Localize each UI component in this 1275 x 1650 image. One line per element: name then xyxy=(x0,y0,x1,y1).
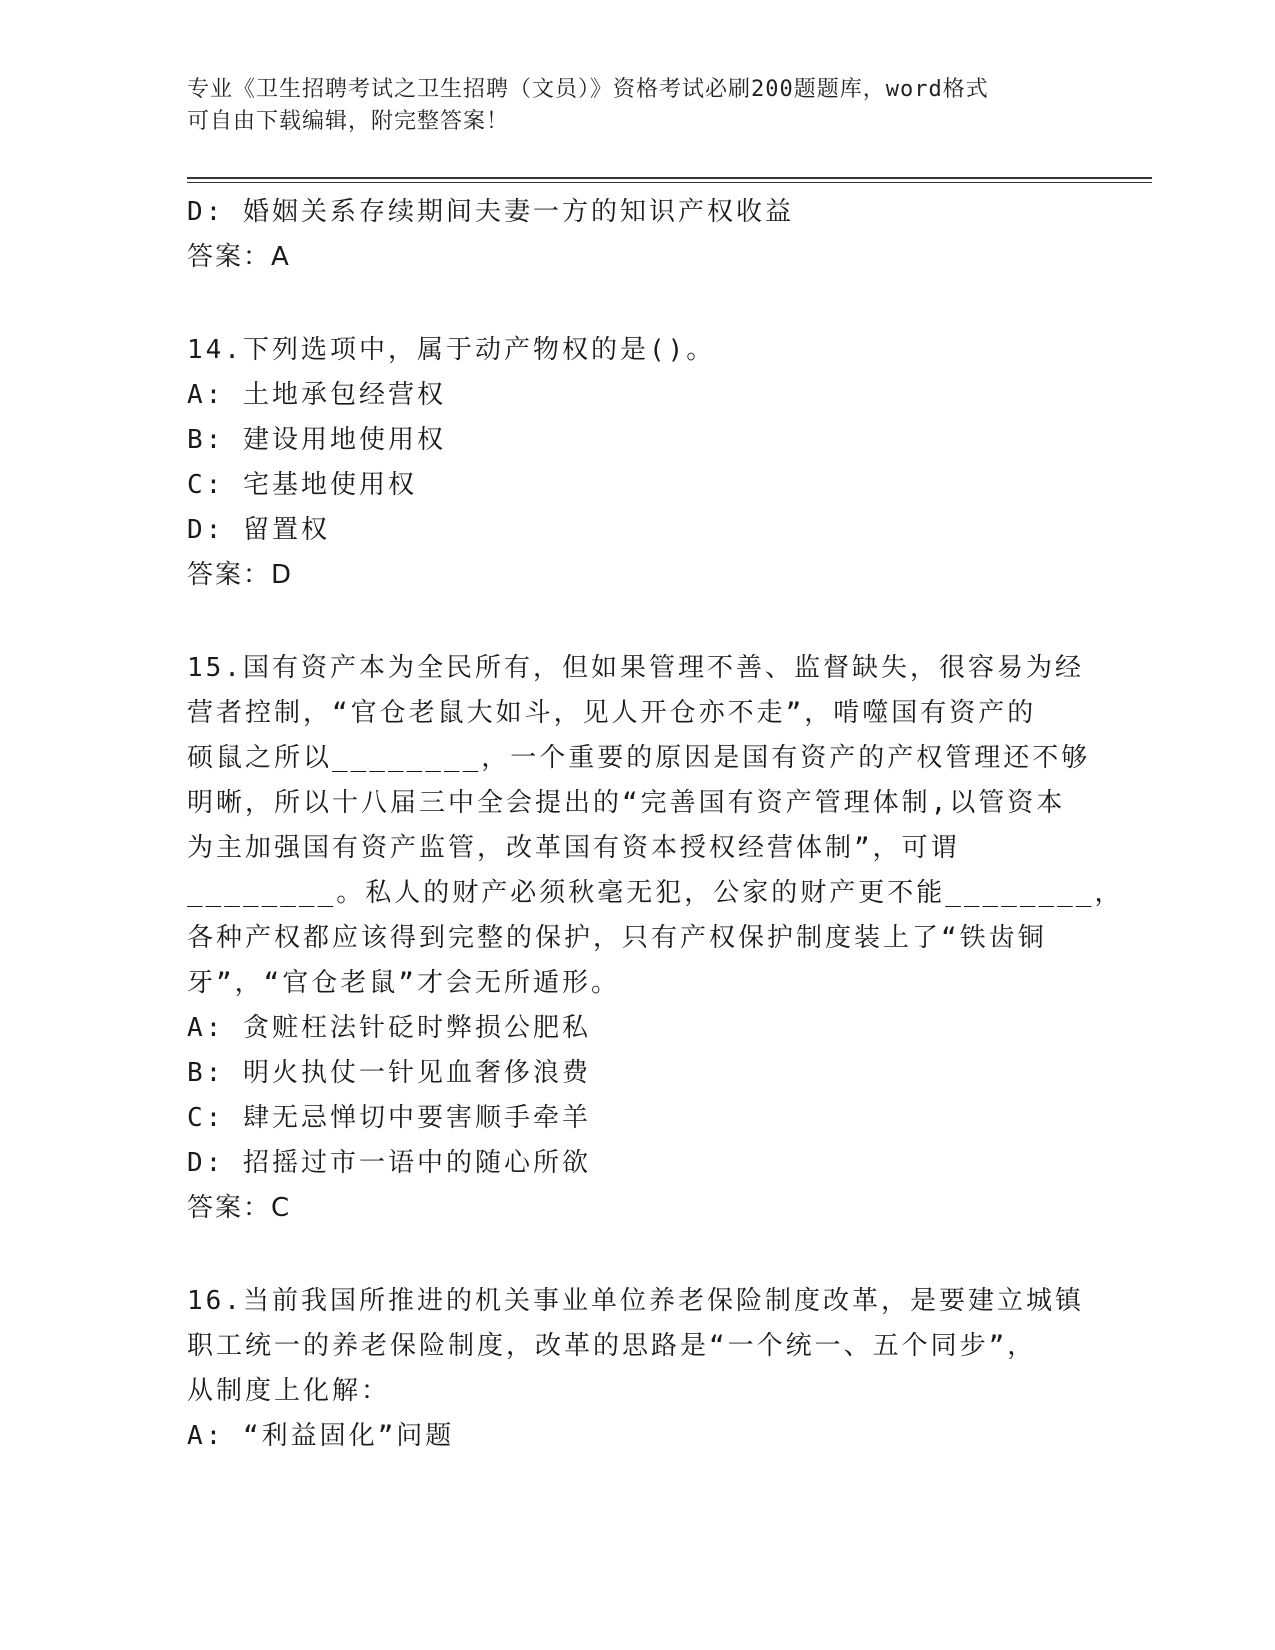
question-16-stem-line: 职工统一的养老保险制度，改革的思路是“一个统一、五个同步”， xyxy=(187,1331,1037,1361)
question-14-option-c: C: 宅基地使用权 xyxy=(187,470,417,500)
question-16-option-a: A: “利益固化”问题 xyxy=(187,1421,455,1451)
header-divider-thin xyxy=(187,182,1152,183)
spacer xyxy=(187,280,1087,328)
header-title-line-1: 专业《卫生招聘考试之卫生招聘（文员）》资格考试必刷200题题库，word格式 xyxy=(187,77,989,102)
header-divider xyxy=(187,177,1152,179)
question-14 xyxy=(187,328,1087,598)
question-15-stem-line: 各种产权都应该得到完整的保护，只有产权保护制度装上了“铁齿铜 xyxy=(187,923,1047,953)
question-14-stem: 14.下列选项中，属于动产物权的是()。 xyxy=(187,335,716,365)
question-15-option-a: A: 贪赃枉法针砭时弊损公肥私 xyxy=(187,1013,591,1043)
document-body xyxy=(187,190,1124,1459)
question-15-stem-line: 为主加强国有资产监管，改革国有资本授权经营体制”，可谓 xyxy=(187,833,960,863)
question-13-option-d: D: 婚姻关系存续期间夫妻一方的知识产权收益 xyxy=(187,197,794,227)
question-16 xyxy=(187,1279,1087,1459)
question-14-option-a: A: 土地承包经营权 xyxy=(187,380,446,410)
question-16-stem-line: 16.当前我国所推进的机关事业单位养老保险制度改革，是要建立城镇 xyxy=(187,1286,1084,1316)
question-15-stem-line: 营者控制，“官仓老鼠大如斗，见人开仓亦不走”，啃噬国有资产的 xyxy=(187,698,1037,728)
spacer xyxy=(187,1231,1087,1279)
question-15-answer: 答案：C xyxy=(187,1193,292,1223)
header-title-line-2: 可自由下载编辑，附完整答案！ xyxy=(187,109,510,134)
spacer xyxy=(187,598,1087,646)
question-14-answer: 答案：D xyxy=(187,560,294,590)
question-13-answer: 答案：A xyxy=(187,242,291,272)
question-15-stem-line: ________。私人的财产必须秋毫无犯，公家的财产更不能________， xyxy=(187,878,1124,908)
document-header xyxy=(187,74,1067,138)
question-14-option-d: D: 留置权 xyxy=(187,515,330,545)
question-15-stem-line: 15.国有资产本为全民所有，但如果管理不善、监督缺失，很容易为经 xyxy=(187,653,1084,683)
question-14-option-b: B: 建设用地使用权 xyxy=(187,425,446,455)
question-15-option-c: C: 肆无忌惮切中要害顺手牵羊 xyxy=(187,1103,591,1133)
question-15-stem-line: 牙”，“官仓老鼠”才会无所遁形。 xyxy=(187,968,620,998)
question-15-option-b: B: 明火执仗一针见血奢侈浪费 xyxy=(187,1058,591,1088)
question-15-stem-line: 硕鼠之所以________，一个重要的原因是国有资产的产权管理还不够 xyxy=(187,743,1091,773)
question-15-option-d: D: 招摇过市一语中的随心所欲 xyxy=(187,1148,591,1178)
question-15-stem-line: 明晰，所以十八届三中全会提出的“完善国有资产管理体制,以管资本 xyxy=(187,788,1066,818)
question-15 xyxy=(187,646,1124,1231)
question-16-stem-line: 从制度上化解： xyxy=(187,1376,391,1406)
